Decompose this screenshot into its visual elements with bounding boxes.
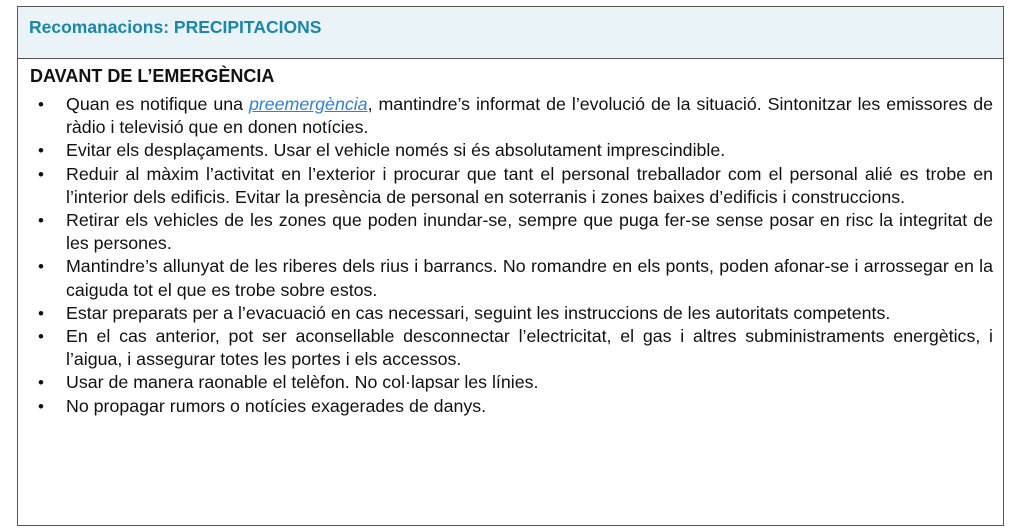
bullet-icon: • (38, 327, 44, 347)
item-text: No propagar rumors o notícies exagerades de danys. (66, 395, 487, 416)
bullet-icon: • (38, 257, 44, 277)
list-item (30, 139, 993, 162)
preemergencia-link[interactable]: preemergència (248, 94, 368, 114)
bullet-icon: • (38, 95, 44, 114)
list-item (30, 163, 993, 209)
recommendations-table (17, 6, 1004, 526)
bullet-icon: • (38, 211, 44, 231)
list-item (30, 209, 993, 255)
item-text: Retirar els vehicles de les zones que poden inundar-se, sempre que puga fer-se sense posar en risc la integritat de les persones. (66, 210, 993, 254)
item-text: Usar de manera raonable el telèfon. No col·lapsar les línies. (66, 372, 539, 393)
list-item (30, 93, 993, 139)
bullet-icon: • (38, 396, 44, 416)
bullet-icon: • (38, 164, 44, 184)
table-title: Recomanacions: PRECIPITACIONS (29, 17, 322, 37)
item-text-after-link: , mantindre’s informat de l’evolució de la situació. Sintonitzar les emissores de ràdio i televisió que en donen notícies. (66, 94, 993, 138)
item-text: Mantindre’s allunyat de les riberes dels rius i barrancs. No romandre en els ponts, poden afonar-se i arrossegar en la caiguda tot el que es trobe sobre estos. (66, 256, 993, 300)
item-text: Evitar els desplaçaments. Usar el vehicle només si és absolutament imprescindible. (66, 140, 726, 161)
item-text: En el cas anterior, pot ser aconsellable desconnectar l’electricitat, el gas i altres subministraments energètics, i l’aigua, i assegurar totes les portes i els accessos. (66, 326, 993, 370)
list-item (30, 255, 993, 301)
section-heading: DAVANT DE L’EMERGÈNCIA (30, 66, 275, 86)
recommendations-list (30, 93, 993, 418)
list-item (30, 302, 993, 325)
table-header (18, 7, 1003, 59)
bullet-icon: • (38, 303, 44, 323)
bullet-icon: • (38, 373, 44, 393)
list-item (30, 325, 993, 371)
item-text: Reduir al màxim l’activitat en l’exterior i procurar que tant el personal treballador com el personal alié es trobe en l’interior dels edificis. Evitar la presència de personal en soterranis i zones baixes d’edificis i construccions. (66, 163, 993, 207)
bullet-icon: • (38, 141, 44, 161)
item-text-before-link: Quan es notifique una (66, 94, 249, 114)
item-text: Estar preparats per a l’evacuació en cas necessari, seguint les instruccions de les autoritats competents. (66, 302, 891, 323)
list-item (30, 371, 993, 394)
list-item (30, 395, 993, 418)
